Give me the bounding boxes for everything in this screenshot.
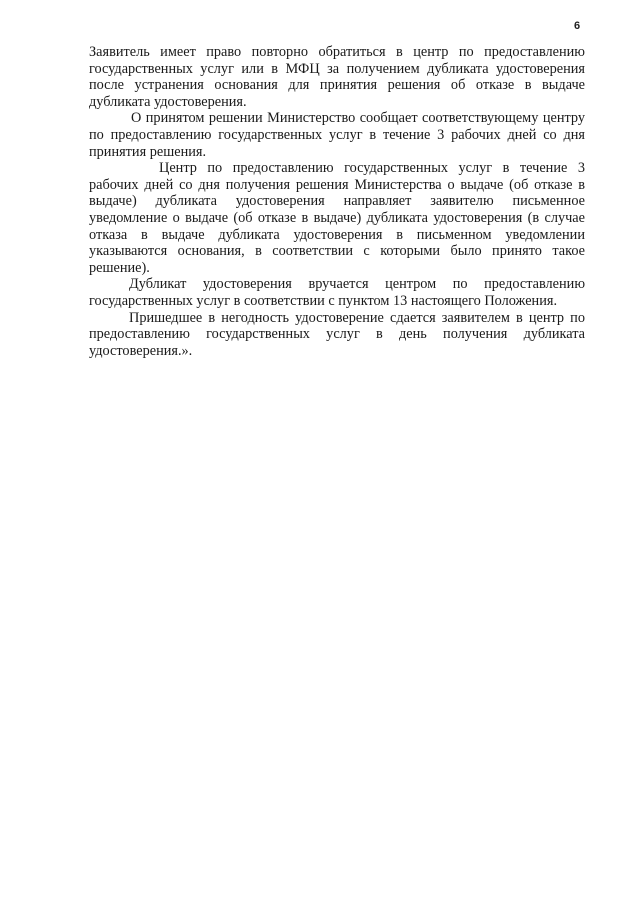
paragraph-duplicate-handover: Дубликат удостоверения вручается центром по предоставлению государственных услуг в соответствии с пунктом 13 настоящего Положения. [89,276,585,309]
paragraph-duplicate-reapply: Заявитель имеет право повторно обратиться в центр по предоставлению государственных услуг или в МФЦ за получением дубликата удостоверения после устранения основания для принятия решения об отказе в выдаче дубликата удостоверения. [89,44,585,110]
document-body [89,44,585,359]
paragraph-ministry-notification: О принятом решении Министерство сообщает соответствующему центру по предоставлению государственных услуг в течение 3 рабочих дней со дня принятия решения. [89,110,585,160]
paragraph-damaged-certificate: Пришедшее в негодность удостоверение сдается заявителем в центр по предоставлению государственных услуг в день получения дубликата удостоверения.». [89,309,585,359]
paragraph-center-notice: Центр по предоставлению государственных услуг в течение 3 рабочих дней со дня получения решения Министерства о выдаче (об отказе в выдаче) дубликата удостоверения направляет заявителю письменное уведомление о выдаче (об отказе в выдаче) дубликата удостоверения (в случае отказа в выдаче дубликата удостоверения в письменном уведомлении указываются основания, в соответствии с которыми было принято такое решение). [89,160,585,276]
page-number: 6 [574,20,581,32]
